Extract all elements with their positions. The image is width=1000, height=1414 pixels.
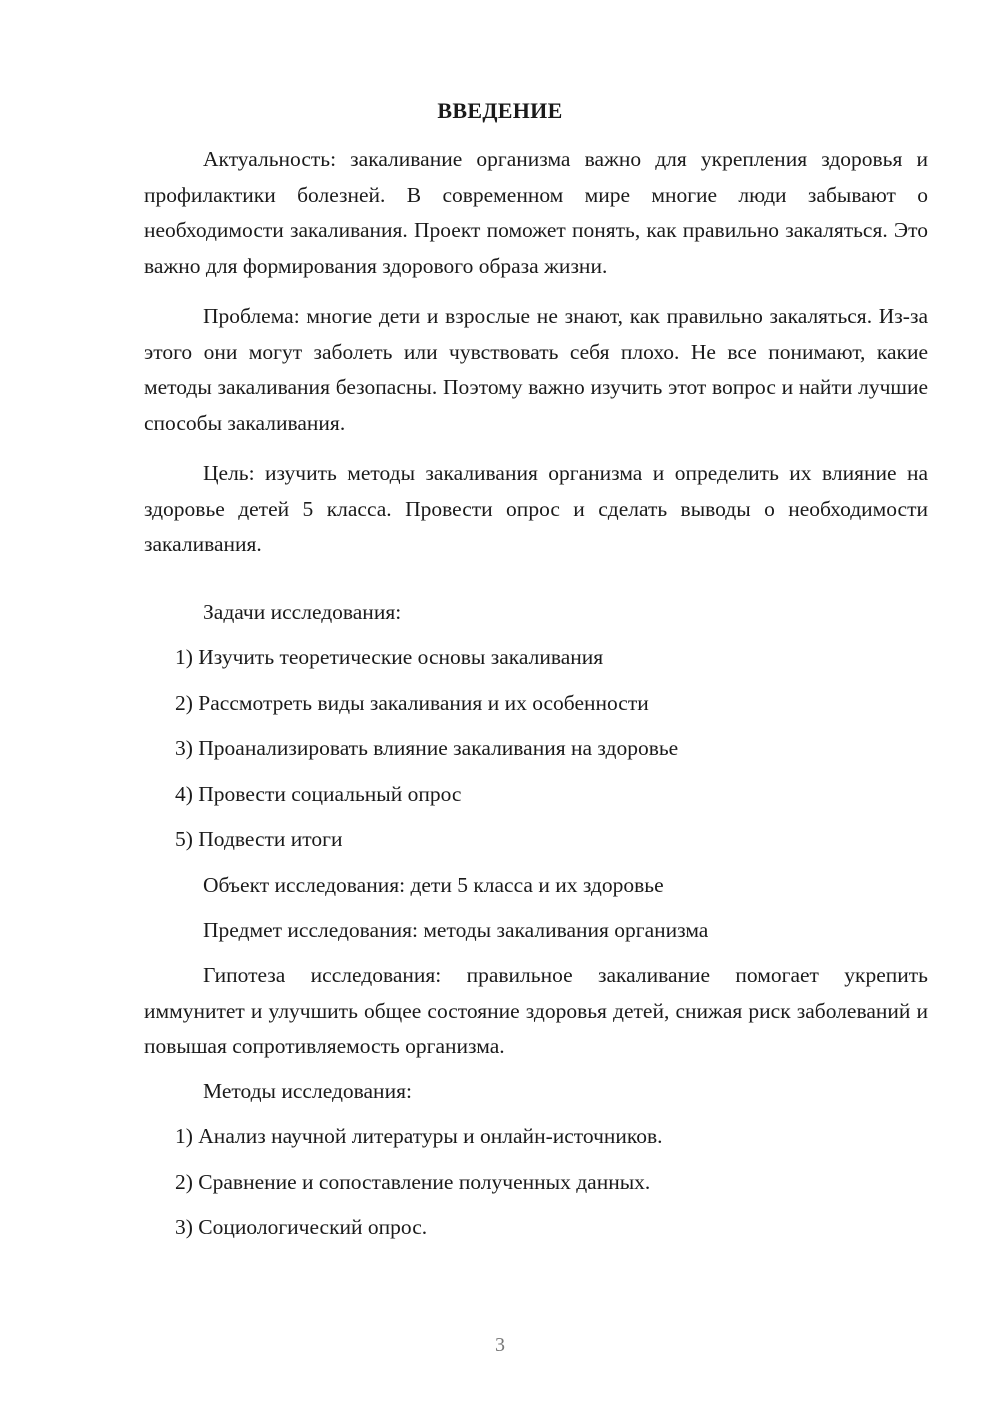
task-item: 4) Провести социальный опрос: [175, 782, 462, 806]
tasks-heading: Задачи исследования:: [203, 600, 402, 624]
goal-paragraph: Цель: изучить методы закаливания организма и определить их влияние на здоровье детей 5 класса. Провести опрос и сделать выводы о необходимости закаливания.: [144, 461, 928, 556]
research-subject: Предмет исследования: методы закаливания организма: [203, 918, 709, 942]
hypothesis-wrap: [144, 958, 928, 1065]
relevance-paragraph: Актуальность: закаливание организма важно для укрепления здоровья и профилактики болезней. В современном мире многие люди забывают о необходимости закаливания. Проект поможет понять, как правильно закаляться. Это важно для формирования здорового образа жизни.: [144, 147, 928, 278]
research-object: Объект исследования: дети 5 класса и их здоровье: [203, 873, 664, 897]
intro-paragraphs: [144, 142, 928, 563]
task-item: 3) Проанализировать влияние закаливания на здоровье: [175, 736, 679, 760]
methods-section: [144, 1074, 928, 1110]
problem-paragraph: Проблема: многие дети и взрослые не знают, как правильно закаляться. Из-за этого они могут заболеть или чувствовать себя плохо. Не все понимают, какие методы закаливания безопасны. Поэтому важно изучить этот вопрос и найти лучшие способы закаливания.: [144, 304, 928, 435]
method-item: 1) Анализ научной литературы и онлайн-источников.: [175, 1124, 663, 1148]
page-number: 3: [495, 1334, 505, 1356]
methods-heading: Методы исследования:: [203, 1079, 412, 1103]
task-item: 2) Рассмотреть виды закаливания и их особенности: [175, 691, 649, 715]
tasks-section: [144, 595, 928, 631]
hypothesis-paragraph: Гипотеза исследования: правильное закаливание помогает укрепить иммунитет и улучшить общее состояние здоровья детей, снижая риск заболеваний и повышая сопротивляемость организма.: [144, 963, 928, 1058]
subject-line-wrap: [144, 913, 928, 949]
page-title: ВВЕДЕНИЕ: [437, 98, 563, 123]
method-item: 3) Социологический опрос.: [175, 1215, 428, 1239]
task-item: 5) Подвести итоги: [175, 827, 343, 851]
method-item: 2) Сравнение и сопоставление полученных данных.: [175, 1170, 651, 1194]
object-line-wrap: [144, 868, 928, 904]
task-item: 1) Изучить теоретические основы закаливания: [175, 645, 604, 669]
